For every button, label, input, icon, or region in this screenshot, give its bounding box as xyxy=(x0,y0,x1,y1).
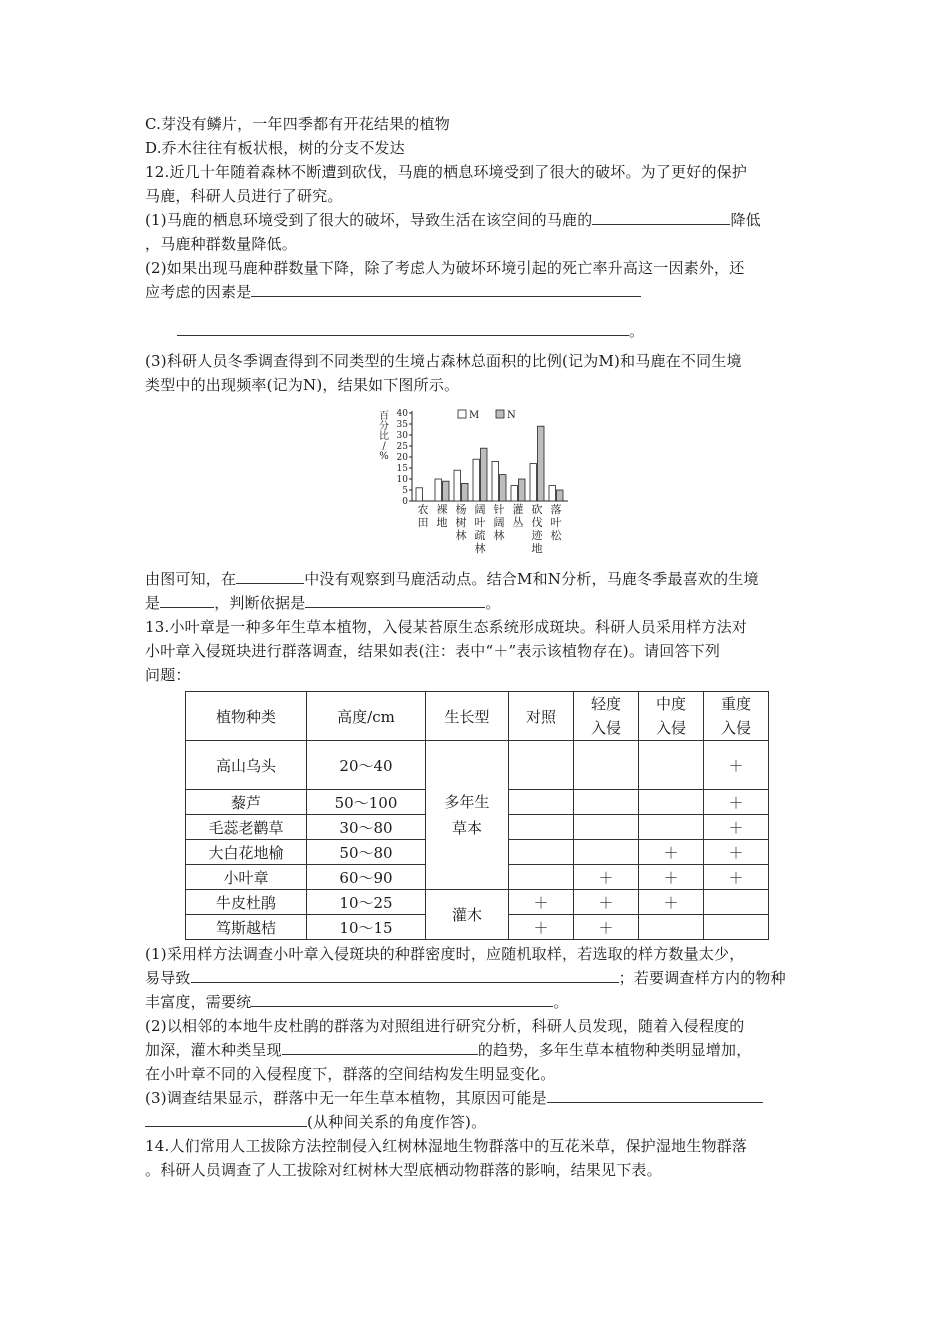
table-row xyxy=(186,741,769,790)
y-axis-label: 百分比/ % xyxy=(379,411,389,462)
y-tick-label: 10 xyxy=(396,475,408,485)
q13-sub2-text2: 的趋势，多年生草本植物种类明显增加， xyxy=(477,1041,752,1059)
cell-light xyxy=(574,790,639,815)
worksheet-page xyxy=(145,112,810,1182)
q13-intro-line2: 小叶章入侵斑块进行群落调查，结果如表(注：表中“＋”表示该植物存在)。请回答下列 xyxy=(145,642,721,660)
cell-control: ＋ xyxy=(509,915,574,940)
bar-M-3 xyxy=(473,459,480,501)
q13-sub1-text2: ；若要调查样方内的物种 xyxy=(618,969,786,987)
y-tick-label: 35 xyxy=(396,420,408,430)
q12-analysis-text1: 由图可知，在 xyxy=(145,570,237,588)
cell-species: 毛蕊老鹳草 xyxy=(186,815,307,840)
answer-blank[interactable] xyxy=(282,1038,478,1055)
cell-control xyxy=(509,840,574,865)
q12-analysis-text2: 中没有观察到马鹿活动点。结合M和N分析，马鹿冬季最喜欢的生境 xyxy=(304,570,759,588)
cell-heavy: ＋ xyxy=(704,865,769,890)
answer-blank[interactable] xyxy=(191,966,619,983)
cell-species: 笃斯越桔 xyxy=(186,915,307,940)
bar-N-7 xyxy=(557,490,564,501)
cell-heavy: ＋ xyxy=(704,815,769,840)
answer-blank[interactable] xyxy=(160,591,214,608)
cell-height: 50～80 xyxy=(307,840,426,865)
q12-part2-line2 xyxy=(145,280,810,304)
q12-part3-line1: (3)科研人员冬季调查得到不同类型的生境占森林总面积的比例(记为M)和马鹿在不同生境 xyxy=(145,352,742,370)
answer-blank[interactable] xyxy=(305,591,485,608)
answer-blank[interactable] xyxy=(251,990,553,1007)
table-row xyxy=(186,890,769,915)
q13-sub2-line2 xyxy=(145,1038,810,1062)
cell-control xyxy=(509,815,574,840)
q12-analysis-line1 xyxy=(145,567,810,591)
q13-sub3-text1: (3)调查结果显示，群落中无一年生草本植物，其原因可能是 xyxy=(145,1089,547,1107)
cell-heavy xyxy=(704,915,769,940)
q12-part2-text: 应考虑的因素是 xyxy=(145,283,252,301)
y-tick-label: 40 xyxy=(396,409,408,419)
cell-control: ＋ xyxy=(509,890,574,915)
category-label: 农田 xyxy=(417,503,429,529)
cell-control xyxy=(509,865,574,890)
category-label: 针阔林 xyxy=(493,503,505,542)
q12-analysis-line2 xyxy=(145,591,810,615)
growth-perennial-label: 多年生草本 xyxy=(444,793,490,837)
q13-sub3-line2 xyxy=(145,1110,810,1134)
cell-light: ＋ xyxy=(574,890,639,915)
q12-part1-line2: ，马鹿种群数量降低。 xyxy=(145,235,298,253)
cell-light xyxy=(574,840,639,865)
q13-sub1-text1: 易导致 xyxy=(145,969,191,987)
bar-N-2 xyxy=(462,483,469,501)
cell-species: 牛皮杜鹃 xyxy=(186,890,307,915)
answer-blank[interactable] xyxy=(547,1086,763,1103)
y-tick-label: 20 xyxy=(396,453,408,463)
q14-line2: 。科研人员调查了人工拔除对红树林大型底栖动物群落的影响，结果见下表。 xyxy=(145,1161,662,1179)
header-heavy-label: 重度入侵 xyxy=(720,695,751,737)
category-label: 阔叶疏林 xyxy=(474,503,486,555)
bar-M-5 xyxy=(511,486,518,501)
q12-analysis-text4: ，判断依据是 xyxy=(214,594,306,612)
cell-heavy xyxy=(704,890,769,915)
y-tick-label: 15 xyxy=(396,464,408,474)
answer-blank[interactable] xyxy=(592,208,730,225)
q11-option-c: C.芽没有鳞片，一年四季都有开花结果的植物 xyxy=(145,115,450,133)
q12-part2-line1: (2)如果出现马鹿种群数量下降，除了考虑人为破坏环境引起的死亡率升高这一因素外，还 xyxy=(145,259,745,277)
q12-intro-line2: 马鹿，科研人员进行了研究。 xyxy=(145,187,343,205)
header-heavy xyxy=(704,692,769,741)
cell-control xyxy=(509,741,574,790)
plant-survey-table xyxy=(185,691,769,940)
q11-option-d: D.乔木往往有板状根，树的分支不发达 xyxy=(145,139,405,157)
bar-N-1 xyxy=(443,481,450,501)
cell-height: 10～15 xyxy=(307,915,426,940)
cell-growth-perennial xyxy=(426,741,509,890)
cell-species: 藜芦 xyxy=(186,790,307,815)
legend-swatch-N xyxy=(496,410,504,418)
q13-sub1-line3 xyxy=(145,990,810,1014)
cell-height: 60～90 xyxy=(307,865,426,890)
cell-light: ＋ xyxy=(574,915,639,940)
q13-intro-line3: 问题： xyxy=(145,666,191,684)
cell-medium xyxy=(639,741,704,790)
cell-species: 高山乌头 xyxy=(186,741,307,790)
bar-N-3 xyxy=(481,448,488,501)
bar-N-4 xyxy=(500,475,507,501)
cell-species: 小叶章 xyxy=(186,865,307,890)
legend-label-M: M xyxy=(469,410,480,421)
answer-blank[interactable] xyxy=(251,280,641,297)
q12-part1-line1 xyxy=(145,208,810,232)
q12-analysis-text3: 是 xyxy=(145,594,161,612)
q13-intro-line1: 13.小叶章是一种多年生草本植物，入侵某苔原生态系统形成斑块。科研人员采用样方法对 xyxy=(145,618,748,636)
answer-blank[interactable] xyxy=(177,319,629,336)
answer-blank[interactable] xyxy=(236,567,304,584)
cell-light: ＋ xyxy=(574,865,639,890)
bar-N-6 xyxy=(538,426,545,501)
cell-light xyxy=(574,815,639,840)
table-header-row xyxy=(186,692,769,741)
cell-medium xyxy=(639,790,704,815)
cell-medium: ＋ xyxy=(639,840,704,865)
cell-heavy: ＋ xyxy=(704,741,769,790)
bar-M-6 xyxy=(530,464,537,501)
q13-sub2-text1: 加深，灌木种类呈现 xyxy=(145,1041,282,1059)
q13-sub1-end: 。 xyxy=(553,993,569,1011)
q12-part3-line2: 类型中的出现频率(记为N)，结果如下图所示。 xyxy=(145,376,460,394)
legend-label-N: N xyxy=(507,410,516,421)
header-light-label: 轻度入侵 xyxy=(590,695,621,737)
habitat-bar-chart xyxy=(145,403,810,563)
cell-heavy: ＋ xyxy=(704,840,769,865)
cell-medium: ＋ xyxy=(639,890,704,915)
cell-medium xyxy=(639,915,704,940)
q13-sub3-line1 xyxy=(145,1086,810,1110)
cell-medium: ＋ xyxy=(639,865,704,890)
cell-medium xyxy=(639,815,704,840)
cell-control xyxy=(509,790,574,815)
q13-sub1-line2 xyxy=(145,966,810,990)
category-label: 砍伐迹地 xyxy=(531,503,543,555)
answer-blank[interactable] xyxy=(145,1110,307,1127)
category-label: 杨树林 xyxy=(455,503,467,542)
header-light xyxy=(574,692,639,741)
chart-svg xyxy=(370,403,610,563)
y-tick-label: 5 xyxy=(402,486,408,496)
header-growth: 生长型 xyxy=(426,692,509,741)
bar-M-1 xyxy=(435,479,442,501)
cell-heavy: ＋ xyxy=(704,790,769,815)
header-medium-label: 中度入侵 xyxy=(655,695,686,737)
q13-sub1-line1: (1)采用样方法调查小叶章入侵斑块的种群密度时，应随机取样，若选取的样方数量太少， xyxy=(145,945,745,963)
category-label: 落叶松 xyxy=(550,503,562,542)
header-control: 对照 xyxy=(509,692,574,741)
q12-analysis-end: 。 xyxy=(485,594,501,612)
q12-part1-text: (1)马鹿的栖息环境受到了很大的破坏，导致生活在该空间的马鹿的 xyxy=(145,211,593,229)
q12-intro-line1: 12.近几十年随着森林不断遭到砍伐，马鹿的栖息环境受到了很大的破坏。为了更好的保护 xyxy=(145,163,748,181)
q13-sub2-line3: 在小叶章不同的入侵程度下，群落的空间结构发生明显变化。 xyxy=(145,1065,556,1083)
cell-light xyxy=(574,741,639,790)
bar-M-7 xyxy=(549,486,556,501)
cell-species: 大白花地榆 xyxy=(186,840,307,865)
cell-height: 20～40 xyxy=(307,741,426,790)
q14-line1: 14.人们常用人工拔除方法控制侵入红树林湿地生物群落中的互花米草，保护湿地生物群落 xyxy=(145,1137,748,1155)
bar-M-0 xyxy=(416,488,423,501)
q13-sub2-line1: (2)以相邻的本地牛皮杜鹃的群落为对照组进行研究分析，科研人员发现，随着入侵程度的 xyxy=(145,1017,745,1035)
header-height: 高度/cm xyxy=(307,692,426,741)
q12-part2-line3 xyxy=(145,319,810,343)
category-label: 裸地 xyxy=(436,503,448,529)
q12-part1-tail: 降低 xyxy=(730,211,761,229)
header-species: 植物种类 xyxy=(186,692,307,741)
q13-sub1-text3: 丰富度，需要统 xyxy=(145,993,252,1011)
y-tick-label: 0 xyxy=(402,497,408,507)
y-tick-label: 30 xyxy=(396,431,408,441)
cell-height: 50～100 xyxy=(307,790,426,815)
category-label: 灌丛 xyxy=(512,503,524,529)
cell-height: 30～80 xyxy=(307,815,426,840)
bar-N-5 xyxy=(519,479,526,501)
cell-growth-shrub: 灌木 xyxy=(426,890,509,940)
bar-M-4 xyxy=(492,461,499,501)
q12-part2-end: 。 xyxy=(629,322,645,340)
y-tick-label: 25 xyxy=(396,442,408,452)
q13-sub3-text2: (从种间关系的角度作答)。 xyxy=(307,1113,487,1131)
cell-height: 10～25 xyxy=(307,890,426,915)
header-medium xyxy=(639,692,704,741)
legend-swatch-M xyxy=(458,410,466,418)
bar-M-2 xyxy=(454,470,461,501)
